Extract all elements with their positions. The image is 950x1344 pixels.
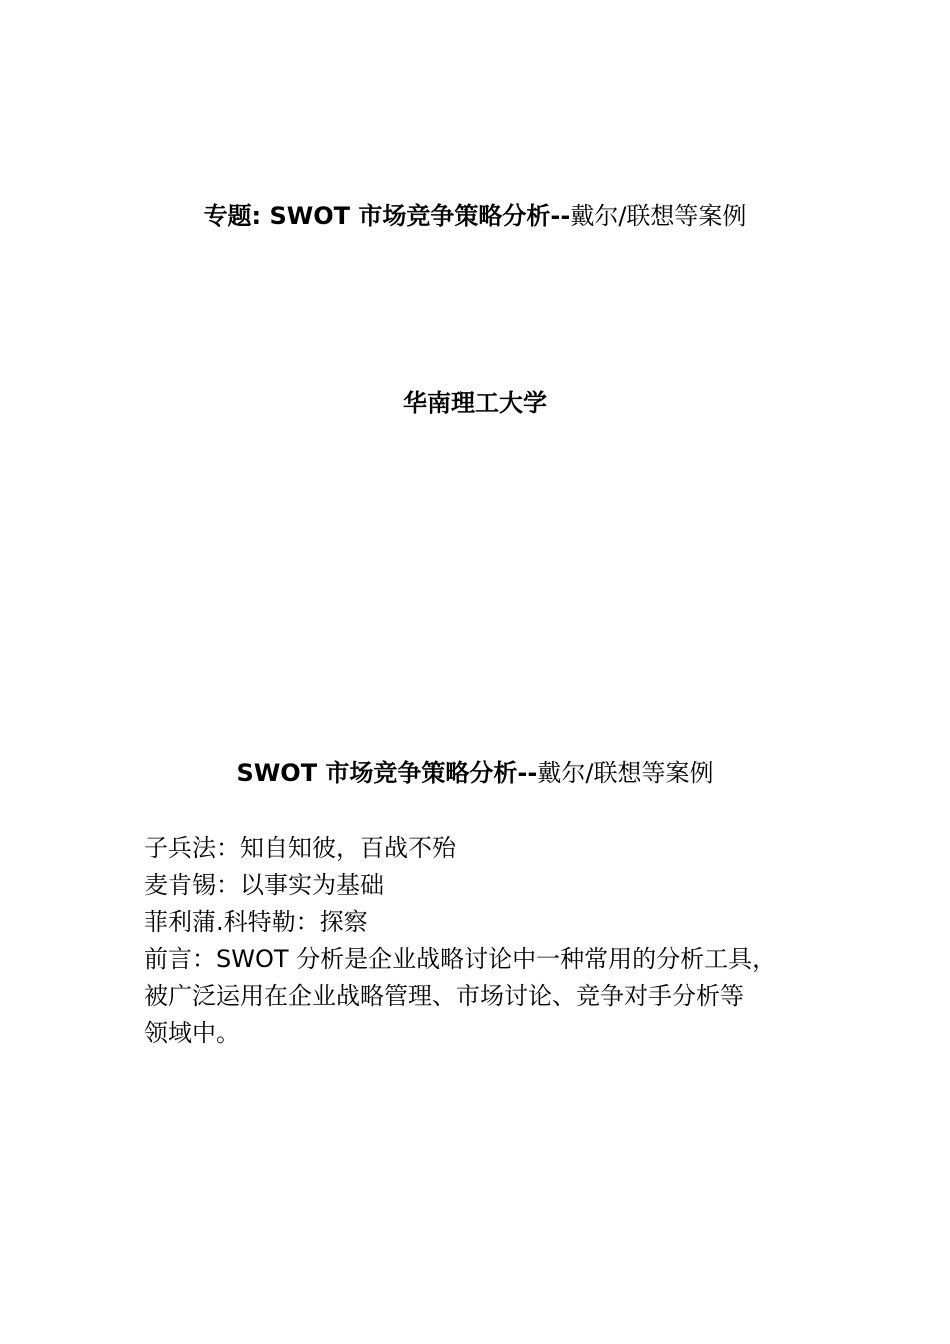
body-text [144,830,834,1052]
preface-line-2: 被广泛运用在企业战略管理、市场讨论、竞争对手分析等 [144,982,744,1010]
quote-mckinsey: 麦肯锡：以事实为基础 [144,871,384,899]
preface-line-3: 领域中。 [144,1019,240,1047]
cover-title-normal: 戴尔/联想等案例 [570,202,747,230]
cover-title-bold: 专题: SWOT 市场竞争策略分析-- [203,202,571,230]
document-title-normal: 戴尔/联想等案例 [537,759,714,787]
quote-sunzi: 子兵法：知自知彼，百战不殆 [144,834,456,862]
cover-title [0,200,950,232]
document-title-bold: SWOT 市场竞争策略分析-- [236,759,538,787]
preface-line-1: 前言：SWOT 分析是企业战略讨论中一种常用的分析工具， [144,945,777,973]
document-title [0,757,950,789]
university-name: 华南理工大学 [403,389,547,417]
quote-kotler: 菲利蒲.科特勒：探察 [144,908,368,936]
